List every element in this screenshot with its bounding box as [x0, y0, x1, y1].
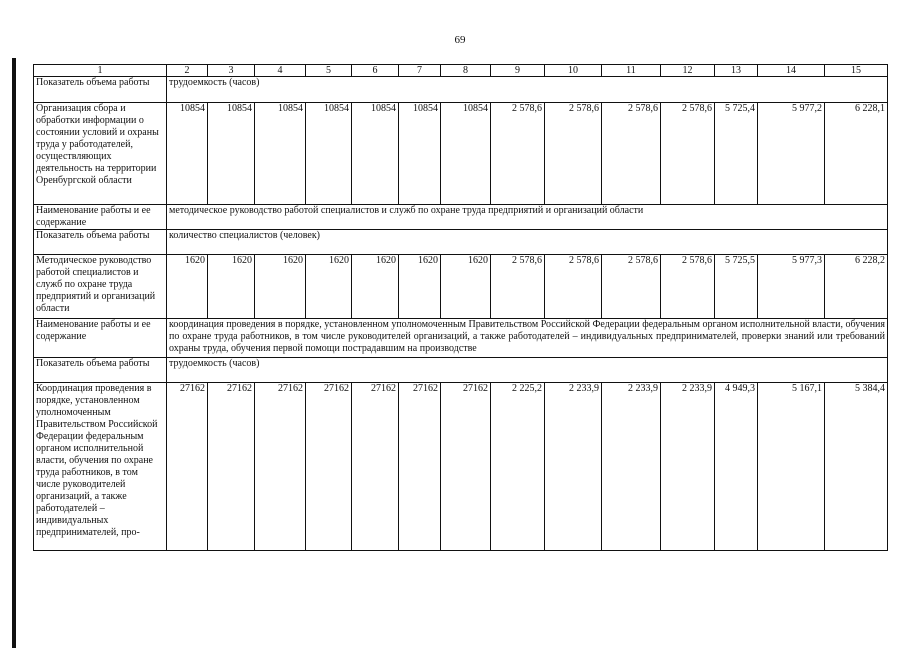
- table-cell: 1620: [255, 255, 306, 319]
- table-cell: 5 725,4: [715, 103, 758, 205]
- table-cell: 27162: [441, 383, 491, 551]
- table-cell: 10854: [306, 103, 352, 205]
- col-header: 8: [441, 65, 491, 77]
- row-label: Показатель объема работы: [34, 77, 167, 103]
- row-span-text: трудоемкость (часов): [167, 358, 888, 383]
- table-cell: 2 578,6: [545, 103, 602, 205]
- row-label: Методическое руководство работой специалистов и служб по охране труда предприятий и организаций области: [34, 255, 167, 319]
- table-cell: 5 725,5: [715, 255, 758, 319]
- left-margin-bar: [12, 58, 16, 648]
- table-cell: 1620: [399, 255, 441, 319]
- table-cell: 5 167,1: [758, 383, 825, 551]
- table-cell: 2 578,6: [602, 255, 661, 319]
- table-cell: 27162: [255, 383, 306, 551]
- table-cell: 27162: [306, 383, 352, 551]
- col-header: 9: [491, 65, 545, 77]
- table-cell: 1620: [441, 255, 491, 319]
- table-cell: 2 578,6: [545, 255, 602, 319]
- table-cell: 1620: [306, 255, 352, 319]
- row-span-text: трудоемкость (часов): [167, 77, 888, 103]
- row-span-text: методическое руководство работой специалистов и служб по охране труда предприятий и организаций области: [167, 205, 888, 230]
- table-cell: 10854: [208, 103, 255, 205]
- col-header: 2: [167, 65, 208, 77]
- data-table: [33, 64, 888, 551]
- table-cell: 2 578,6: [491, 103, 545, 205]
- col-header: 4: [255, 65, 306, 77]
- table-cell: 5 384,4: [825, 383, 888, 551]
- table-cell: 1620: [167, 255, 208, 319]
- page-number: 69: [454, 34, 466, 46]
- col-header: 7: [399, 65, 441, 77]
- col-header: 10: [545, 65, 602, 77]
- row-span-text: количество специалистов (человек): [167, 230, 888, 255]
- table-row: [34, 358, 888, 383]
- table-cell: 2 578,6: [661, 255, 715, 319]
- table-cell: 2 233,9: [661, 383, 715, 551]
- col-header: 13: [715, 65, 758, 77]
- table-cell: 10854: [167, 103, 208, 205]
- table-row: [34, 255, 888, 319]
- col-header: 11: [602, 65, 661, 77]
- table-cell: 2 578,6: [491, 255, 545, 319]
- table-row: [34, 205, 888, 230]
- table-cell: 27162: [399, 383, 441, 551]
- table-cell: 10854: [399, 103, 441, 205]
- table-cell: 10854: [255, 103, 306, 205]
- table-cell: 5 977,2: [758, 103, 825, 205]
- col-header: 5: [306, 65, 352, 77]
- table-cell: 27162: [208, 383, 255, 551]
- col-header: 15: [825, 65, 888, 77]
- table-cell: 1620: [208, 255, 255, 319]
- row-span-text: координация проведения в порядке, установленном уполномоченным Правительством Российской Федерации федеральным органом исполнительной власти, обучения по охране труда работников, в том числе руководителей организаций, а также работодателей – индивидуальных предпринимателей, проверки знаний или требований охраны труда, обучения первой помощи пострадавшим на производстве: [167, 319, 888, 358]
- row-label: Организация сбора и обработки информации о состоянии условий и охраны труда у работодателей, осуществляющих деятельность на территории Оренбургской области: [34, 103, 167, 205]
- table-cell: 1620: [352, 255, 399, 319]
- table-cell: 6 228,2: [825, 255, 888, 319]
- row-label: Координация проведения в порядке, установленном уполномоченным Правительством Российской Федерации федеральным органом исполнительной власти, обучения по охране труда работников, в том числе руководителей организаций, а также работодателей – индивидуальных предпринимателей, про-: [34, 383, 167, 551]
- column-number-row: [34, 65, 888, 77]
- col-header: 3: [208, 65, 255, 77]
- row-label: Наименование работы и ее содержание: [34, 205, 167, 230]
- col-header: 1: [34, 65, 167, 77]
- col-header: 12: [661, 65, 715, 77]
- table-cell: 27162: [167, 383, 208, 551]
- table-cell: 5 977,3: [758, 255, 825, 319]
- row-label: Наименование работы и ее содержание: [34, 319, 167, 358]
- table-row: [34, 383, 888, 551]
- table-cell: 10854: [352, 103, 399, 205]
- table-cell: 2 578,6: [602, 103, 661, 205]
- table-cell: 2 233,9: [602, 383, 661, 551]
- table-row: [34, 319, 888, 358]
- table-row: [34, 103, 888, 205]
- table-cell: 6 228,1: [825, 103, 888, 205]
- table-cell: 2 233,9: [545, 383, 602, 551]
- table-cell: 2 225,2: [491, 383, 545, 551]
- row-label: Показатель объема работы: [34, 230, 167, 255]
- col-header: 14: [758, 65, 825, 77]
- table-cell: 4 949,3: [715, 383, 758, 551]
- table-cell: 27162: [352, 383, 399, 551]
- table-row: [34, 230, 888, 255]
- row-label: Показатель объема работы: [34, 358, 167, 383]
- table-cell: 2 578,6: [661, 103, 715, 205]
- col-header: 6: [352, 65, 399, 77]
- table-cell: 10854: [441, 103, 491, 205]
- table-row: [34, 77, 888, 103]
